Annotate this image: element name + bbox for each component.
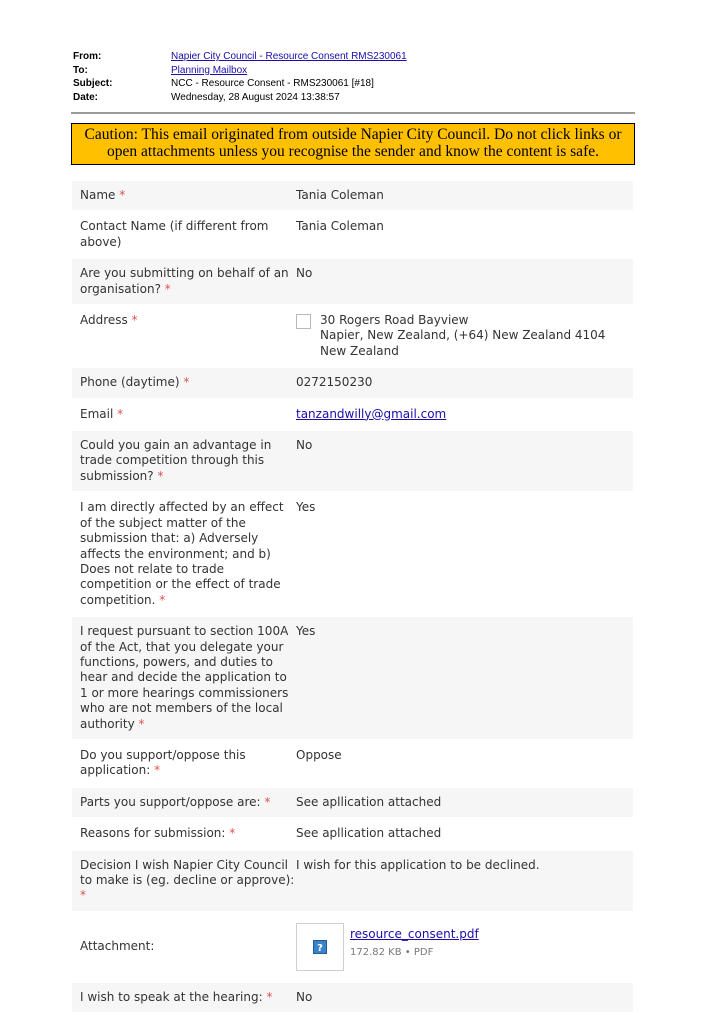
attachment-separator: • <box>401 947 414 959</box>
attachment-type: PDF <box>413 947 434 959</box>
form-row-attachment <box>72 913 633 981</box>
caution-line-2: open attachments unless you recognise the sender and know the content is safe. <box>107 143 599 160</box>
org-label: Are you submitting on behalf of an organisation? <box>80 266 289 296</box>
form-row-support <box>72 741 633 786</box>
email-label: Email <box>80 406 114 421</box>
svg-text:?: ? <box>317 942 323 954</box>
subject-value: NCC - Resource Consent - RMS230061 [#18] <box>171 78 374 90</box>
header-date-row <box>73 91 407 105</box>
address-lines <box>320 313 605 359</box>
field-label <box>72 748 296 779</box>
field-label <box>72 407 296 422</box>
form-row-reasons <box>72 819 633 848</box>
subject-label: Subject: <box>73 78 113 90</box>
required-mark: * <box>264 794 271 809</box>
required-mark: * <box>164 281 171 296</box>
section-value: Yes <box>296 624 316 639</box>
field-label <box>72 188 296 203</box>
file-placeholder-icon[interactable] <box>296 923 344 971</box>
phone-label: Phone (daytime) <box>80 375 180 390</box>
contact-value: Tania Coleman <box>296 219 384 234</box>
caution-line-1: Caution: This email originated from outside Napier City Council. Do not click links or <box>84 126 622 143</box>
checkbox-icon[interactable] <box>296 314 311 329</box>
required-mark: * <box>229 826 236 841</box>
form-row-name <box>72 181 633 210</box>
phone-value: 0272150230 <box>296 375 373 390</box>
org-value: No <box>296 266 313 281</box>
attachment-filename-link[interactable]: resource_consent.pdf <box>350 926 479 941</box>
attachment-meta <box>350 945 479 960</box>
address-value <box>296 313 633 359</box>
required-mark: * <box>183 375 190 390</box>
date-value: Wednesday, 28 August 2024 13:38:57 <box>171 91 340 103</box>
form-row-organisation <box>72 259 633 304</box>
trade-label: Could you gain an advantage in trade competition through this submission? <box>80 438 272 483</box>
reasons-value: See apllication attached <box>296 826 442 841</box>
form-row-trade <box>72 431 633 491</box>
email-link[interactable]: tanzandwilly@gmail.com <box>296 406 447 421</box>
required-mark: * <box>157 468 164 483</box>
field-label <box>72 500 296 608</box>
required-mark: * <box>131 313 138 328</box>
affected-value: Yes <box>296 500 316 515</box>
header-divider <box>71 112 635 114</box>
from-link[interactable]: Napier City Council - Resource Consent RMS230061 <box>171 51 407 62</box>
support-value: Oppose <box>296 747 342 762</box>
required-mark: * <box>117 406 124 421</box>
field-label <box>72 375 296 390</box>
field-label <box>72 858 296 904</box>
field-label <box>72 266 296 297</box>
submission-form <box>72 181 633 1014</box>
decision-label: Decision I wish Napier City Council to make is (eg. decline or approve): <box>80 857 295 887</box>
field-label <box>72 990 296 1005</box>
header-subject-row <box>73 77 407 91</box>
form-row-parts <box>72 788 633 817</box>
speak-value: No <box>296 989 313 1004</box>
form-row-email <box>72 400 633 429</box>
address-line-3: New Zealand <box>320 343 399 358</box>
required-mark: * <box>80 888 86 903</box>
header-to-row <box>73 64 407 78</box>
field-label <box>72 313 296 359</box>
required-mark: * <box>266 989 273 1004</box>
form-row-speak <box>72 983 633 1012</box>
field-label <box>72 624 296 732</box>
form-row-address <box>72 306 633 366</box>
parts-label: Parts you support/oppose are: <box>80 794 261 809</box>
affected-label: I am directly affected by an effect of the subject matter of the submission that: a) Adversely affects the environment; and b) Does not relate to trade competition or the effect of trade competition. <box>80 500 284 607</box>
required-mark: * <box>159 592 166 607</box>
address-line-2: Napier, New Zealand, (+64) New Zealand 4104 <box>320 328 606 343</box>
support-label: Do you support/oppose this application: <box>80 747 246 778</box>
parts-value: See apllication attached <box>296 794 442 809</box>
form-row-contact <box>72 212 633 257</box>
to-label: To: <box>73 64 88 76</box>
required-mark: * <box>138 716 145 731</box>
email-header <box>73 50 407 104</box>
attachment-size: 172.82 KB <box>350 947 402 959</box>
reasons-label: Reasons for submission: <box>80 826 226 841</box>
name-value: Tania Coleman <box>296 188 384 202</box>
attachment-label: Attachment: <box>80 939 155 954</box>
form-row-affected <box>72 493 633 615</box>
speak-label: I wish to speak at the hearing: <box>80 989 263 1004</box>
header-from-row <box>73 50 407 64</box>
form-row-section-100a <box>72 617 633 739</box>
form-row-phone <box>72 368 633 397</box>
caution-banner <box>71 123 635 165</box>
address-label: Address <box>80 313 128 328</box>
to-link[interactable]: Planning Mailbox <box>171 64 248 76</box>
required-mark: * <box>119 188 126 202</box>
required-mark: * <box>154 763 161 778</box>
address-line-1: 30 Rogers Road Bayview <box>320 313 469 328</box>
from-label: From: <box>73 51 102 62</box>
field-label <box>72 795 296 810</box>
section-label: I request pursuant to section 100A of the Act, that you delegate your functions, powers, and duties to hear and decide the application to 1 or more hearings commissioners who are not members of the local authority <box>80 624 289 731</box>
form-row-decision <box>72 851 633 911</box>
field-label <box>72 438 296 484</box>
attachment[interactable] <box>296 923 633 971</box>
date-label: Date: <box>73 91 99 103</box>
decision-value: I wish for this application to be declined. <box>296 857 540 872</box>
field-label <box>72 826 296 841</box>
contact-label: Contact Name (if different from above) <box>80 219 269 249</box>
name-label: Name <box>80 188 116 202</box>
trade-value: No <box>296 438 313 453</box>
attachment-details <box>350 923 479 961</box>
